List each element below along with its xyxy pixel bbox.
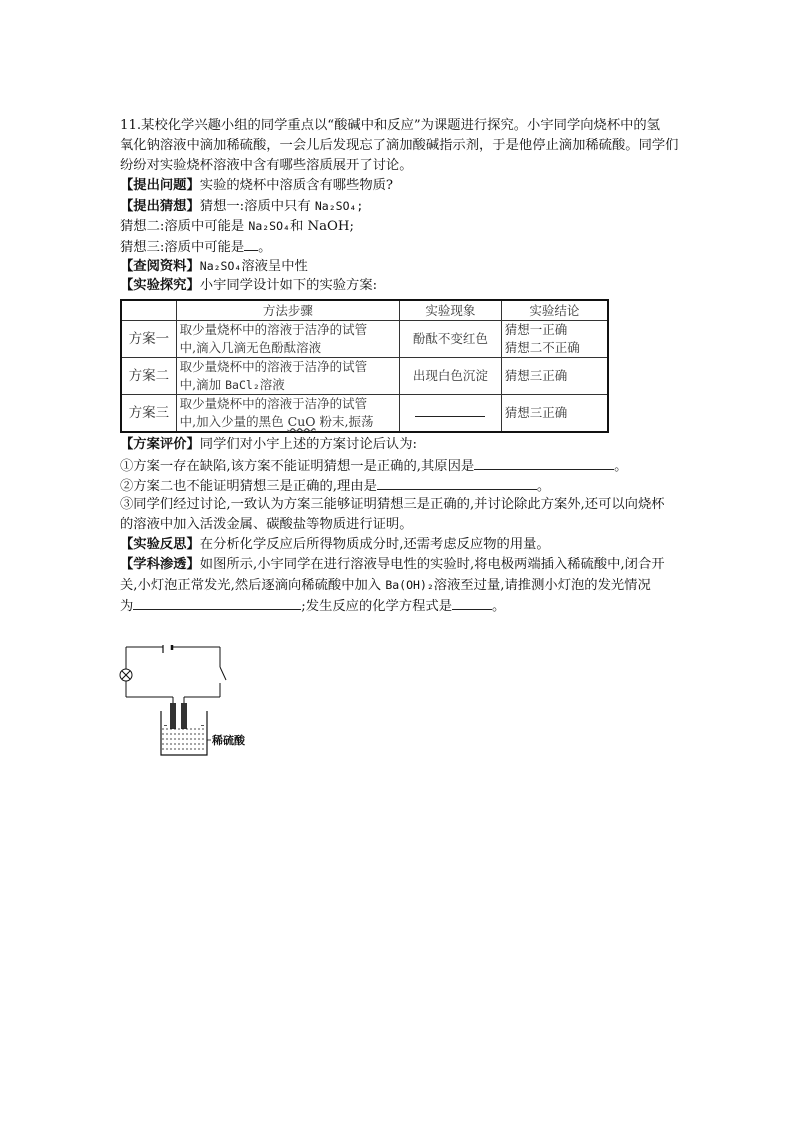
scheme-name: 方案三 [121,395,176,433]
raise-question [120,176,680,196]
evaluation-item2 [120,475,680,495]
scheme-conclusion: 猜想三正确 [501,395,608,433]
lookup [120,256,680,276]
permeation-text1: 如图所示,小宇同学在进行溶液导电性的实验时,将电极两端插入稀硫酸中,闭合开 [199,557,665,572]
scheme-phenomenon: 酚酞不变红色 [400,321,502,358]
scheme-step-text: 中,滴加 [179,377,226,392]
scheme-conclusion: 猜想三正确 [501,358,608,395]
scheme-step-text: 粉末,振荡 [315,414,374,429]
table-row [121,358,608,395]
scheme-phenomenon-blank[interactable] [400,395,502,433]
evaluation-text: 同学们对小宇上述的方案讨论后认为: [199,437,418,452]
permeation-text3c: 。 [492,599,506,614]
scheme-step [176,358,399,395]
explore-tag: 【实验探究】 [120,278,200,293]
evaluation-item2-text: ②方案二也不能证明猜想三是正确的,理由是 [120,479,377,494]
answer-blank[interactable] [474,455,614,470]
question-stem-line3: 纷纷对实验烧杯溶液中含有哪些溶质展开了讨论。 [120,158,413,173]
scheme-step-line: 取少量烧杯中的溶液于洁净的试管 [179,359,368,374]
question-stem-line1: 11.某校化学兴趣小组的同学重点以“酸碱中和反应”为课题进行探究。小宇同学向烧杯中的氢 [120,118,661,133]
hypothesis-3 [120,236,680,256]
evaluation-item1-text: ①方案一存在缺陷,该方案不能证明猜想一是正确的,其原因是 [120,459,475,474]
circuit-diagram [118,645,268,760]
scheme-step-line [180,413,396,431]
battery-symbol [163,645,172,653]
hypothesis-3-text: 猜想三:溶质中可能是 [120,240,245,255]
table-header-cell: 实验现象 [400,300,502,321]
reflection-text: 在分析化学反应后所得物质成分时,还需考虑反应物的用量。 [199,537,550,552]
scheme-name: 方案一 [121,321,176,358]
permeation-text3a: 为 [120,599,134,614]
scheme-conclusion-line: 猜想二不正确 [504,340,580,355]
answer-blank[interactable] [415,404,485,417]
evaluation-item1-end: 。 [614,459,628,474]
formula-na2so4: Na₂SO₄; [314,199,364,213]
evaluation-item3a: ③同学们经过讨论,一致认为方案三能够证明猜想三是正确的,并讨论除此方案外,还可以向烧杯 [120,497,665,512]
evaluation [120,435,680,455]
table-header-cell: 实验结论 [501,300,608,321]
permeation-line1 [120,555,680,575]
lookup-text: 溶液呈中性 [241,259,308,274]
scheme-step-line [180,376,396,394]
question-stem-line2: 氧化钠溶液中滴加稀硫酸，一会儿后发现忘了滴加酸碱指示剂，于是他停止滴加稀硫酸。同学们 [120,138,679,153]
answer-blank[interactable] [133,595,301,610]
hypothesis-1-text: 猜想一:溶质中只有 [199,199,315,214]
permeation-text2b: 溶液至过量,请推测小灯泡的发光情况 [433,578,651,593]
hypothesis-1 [120,196,680,216]
scheme-conclusion [501,321,608,358]
formula-baoh2: Ba(OH)₂ [385,578,434,592]
hypothesis-2-mid: 和 NaOH; [289,219,355,234]
permeation-line3 [120,595,680,615]
scheme-step [176,321,399,358]
explore-text: 小宇同学设计如下的实验方案: [199,278,378,293]
bulb-icon [120,669,132,681]
evaluation-item3b: 的溶液中加入活泼金属、碳酸盐等物质进行证明。 [120,517,413,532]
evaluation-tag: 【方案评价】 [120,437,200,452]
hypothesis-2 [120,216,680,236]
scheme-step-text: 中,加入少量的黑色 [179,414,288,429]
hypothesis-3-end: 。 [258,240,272,255]
scheme-step-text: 溶液 [259,377,285,392]
experiment-table [120,299,609,433]
scheme-step-line: 中,滴入几滴无色酚酞溶液 [179,340,322,355]
evaluation-item2-end: 。 [536,479,551,494]
hypothesis-tag: 【提出猜想】 [120,199,200,214]
formula-bacl2: BaCl₂ [225,378,260,392]
permeation-text2a: 关,小灯泡正常发光,然后逐滴向稀硫酸中加入 [120,578,386,593]
table-row [121,321,608,358]
formula-cuo: CuO [287,414,316,429]
scheme-name: 方案二 [121,358,176,395]
table-header-cell: 方法步骤 [176,300,399,321]
table-row [121,395,608,433]
table-header-row [121,300,608,321]
answer-blank[interactable] [452,595,492,610]
scheme-step-line: 取少量烧杯中的溶液于洁净的试管 [179,396,368,411]
answer-blank[interactable] [377,475,537,490]
scheme-phenomenon: 出现白色沉淀 [400,358,502,395]
permeation-text3b: ;发生反应的化学方程式是 [301,599,453,614]
formula-na2so4: Na₂SO₄ [248,219,290,233]
permeation-tag: 【学科渗透】 [120,557,200,572]
hypothesis-2-label: 猜想二:溶质中可能是 [120,219,249,234]
explore [120,276,680,296]
scheme-step-line: 取少量烧杯中的溶液于洁净的试管 [179,322,368,337]
scheme-conclusion-line: 猜想一正确 [504,322,568,337]
reflection-tag: 【实验反思】 [120,537,200,552]
switch-blade [220,667,226,680]
permeation-line2 [120,575,680,595]
evaluation-item1 [120,455,680,475]
lookup-tag: 【查阅资料】 [120,259,200,274]
raise-question-tag: 【提出问题】 [120,178,200,193]
hypothesis-3-blank[interactable] [244,236,258,251]
table-header-cell [121,300,176,321]
reflection [120,535,680,555]
raise-question-text: 实验的烧杯中溶质含有哪些物质? [199,178,394,193]
question-body [120,116,680,615]
scheme-step [176,395,399,433]
dilute-sulfuric-acid-label: 稀硫酸 [212,734,245,747]
formula-na2so4: Na₂SO₄ [199,259,242,273]
